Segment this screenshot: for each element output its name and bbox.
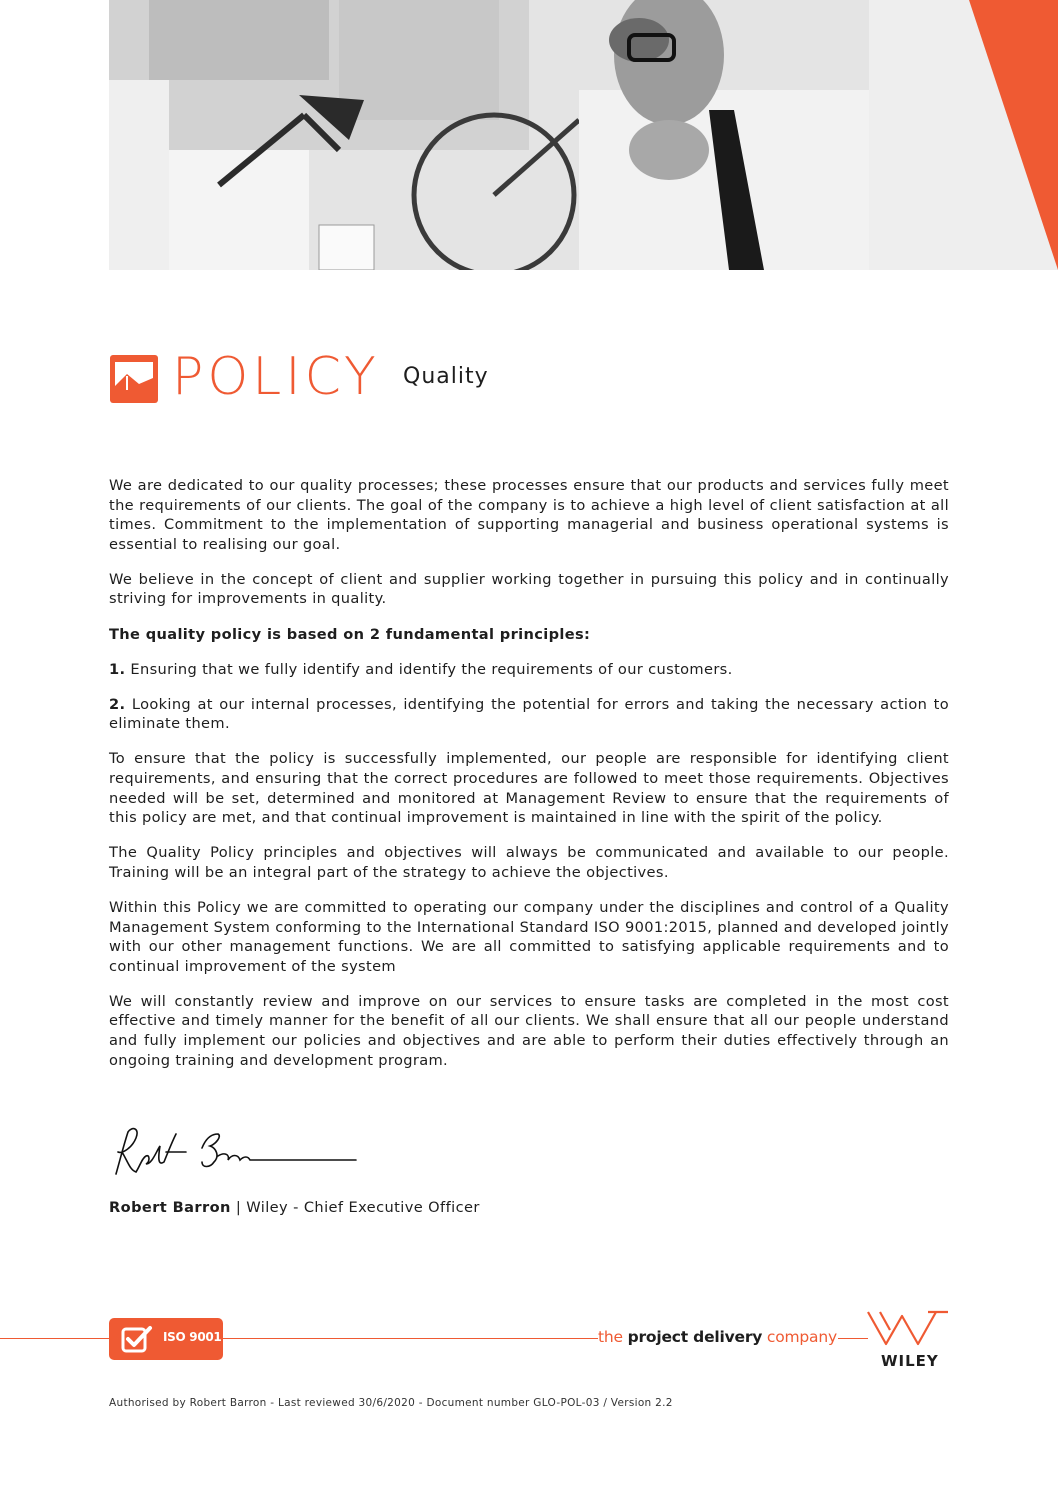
hero-photo-illustration [109,0,1058,270]
document-info: Authorised by Robert Barron - Last reviewed 30/6/2020 - Document number GLO-POL-03 / Version 2.2 [109,1397,673,1409]
paragraph-communication: The Quality Policy principles and objectives will always be communicated and available to our people. Training will be an integral part of the strategy to achieve the objectives. [109,844,949,881]
paragraph-implementation: To ensure that the policy is successfully implemented, our people are responsible for identifying client requirements, and ensuring that the correct procedures are followed to meet those requirements. Objectives needed will be set, determined and monitored at Management Review to ensure that the requirements of this policy are met, and that continual improvement is maintained in line with the spirit of the policy. [109,750,949,827]
tagline-company: company [762,1328,837,1346]
principle-2-number: 2. [109,695,126,713]
paragraph-qms: Within this Policy we are committed to operating our company under the disciplines and control of a Quality Management System conforming to the International Standard ISO 9001:2015, planned and developed jointly with our other management functions. We are all committed to satisfying applicable requirements and to continual improvement of the system [109,899,949,975]
tagline-the: the [598,1328,628,1346]
footer-divider-right [838,1338,868,1339]
principle-2-text: Looking at our internal processes, identifying the potential for errors and taking the necessary action to eliminate them. [109,695,949,733]
principles-heading: The quality policy is based on 2 fundamental principles: [109,625,591,643]
wiley-chevron-logo [866,1308,950,1348]
principle-1-text: Ensuring that we fully identify and identify the requirements of our customers. [130,660,733,678]
principle-1 [109,660,949,680]
paragraph-collaboration: We believe in the concept of client and supplier working together in pursuing this policy and in continually striving for improvements in quality. [109,570,949,608]
principle-1-number: 1. [109,660,126,678]
signer-role: Wiley - Chief Executive Officer [246,1199,480,1216]
page-subtitle: Quality [403,364,489,389]
document-icon [109,354,159,404]
signer-line [109,1199,480,1216]
tagline-project-delivery: project delivery [627,1328,763,1346]
signature-image [106,1122,366,1182]
paragraph-review: We will constantly review and improve on our services to ensure tasks are completed in the most cost effective and timely manner for the benefit of all our clients. We shall ensure that all our people understand and fully implement our policies and objectives and are able to perform their duties effectively through an ongoing training and development program. [109,992,949,1069]
footer-divider-left [0,1338,112,1339]
policy-body [109,476,949,1086]
footer-divider-middle [223,1338,598,1339]
iso-label: ISO 9001 [163,1330,222,1344]
iso-badge [109,1318,223,1360]
signer-separator: | [230,1199,247,1216]
company-tagline [598,1328,837,1346]
signer-name: Robert Barron [109,1199,231,1216]
paragraph-intro: We are dedicated to our quality processes; these processes ensure that our products and services fully meet the requirements of our clients. The goal of the company is to achieve a high level of client satisfaction at all times. Commitment to the implementation of supporting managerial and business operational systems is essential to realising our goal. [109,477,949,553]
principle-2 [109,695,949,734]
page-title: POLICY [172,347,380,407]
brand-name: WILEY [881,1352,939,1370]
hero-photo [109,0,1058,270]
checkbox-check-icon [121,1325,153,1353]
